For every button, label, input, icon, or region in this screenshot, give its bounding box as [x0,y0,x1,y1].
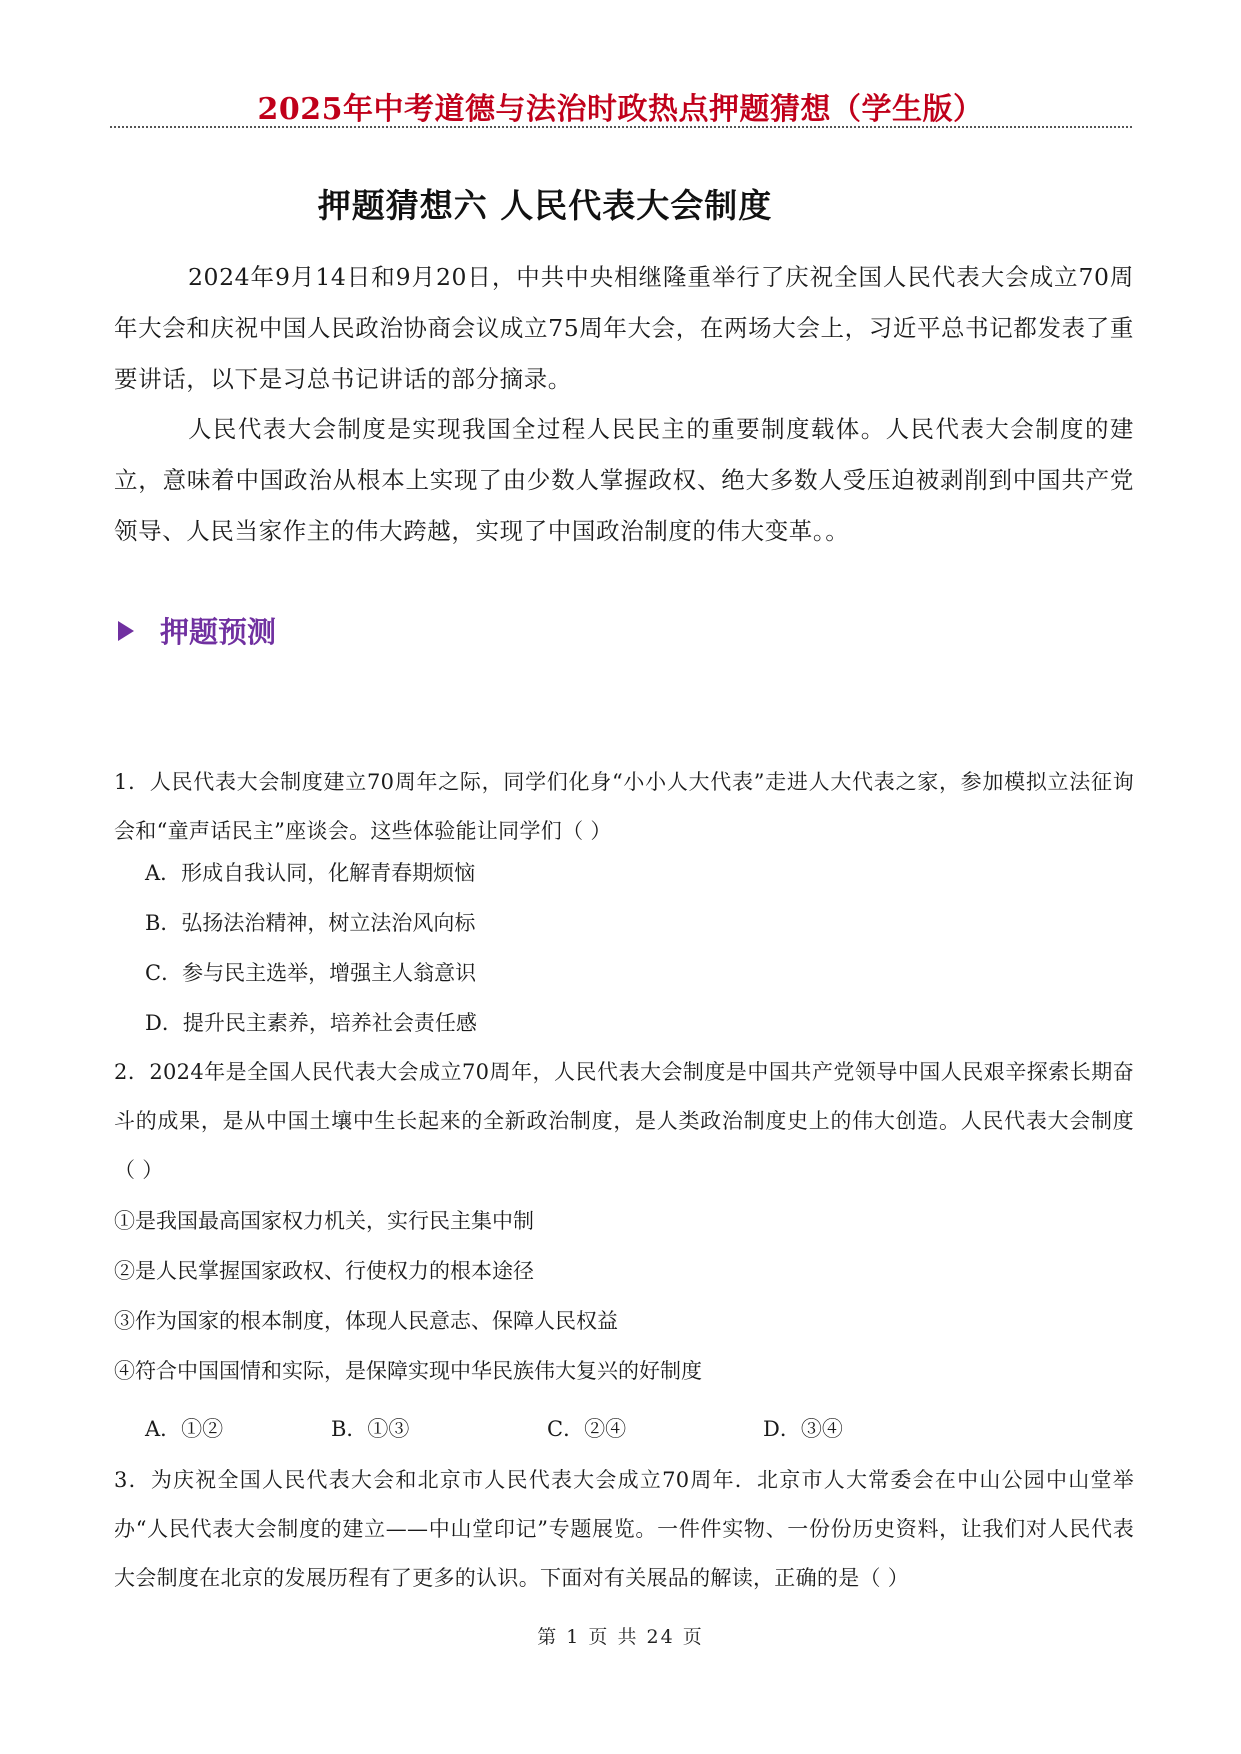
document-header-title: 2025年中考道德与法治时政热点押题猜想（学生版） [257,92,984,127]
question-2-statement-4: ④符合中国国情和实际，是保障实现中华民族伟大复兴的好制度 [114,1359,702,1383]
question-2-statement-2: ②是人民掌握国家政权、行使权力的根本途径 [114,1259,534,1283]
question-3-stem: 3．为庆祝全国人民代表大会和北京市人民代表大会成立70周年．北京市人大常委会在中山公园中山堂举办“人民代表大会制度的建立——中山堂印记”专题展览。一件件实物、一份份历史资料，让我们对人民代表大会制度在北京的发展历程有了更多的认识。下面对有关展品的解读，正确的是（ ） [114,1468,1134,1590]
question-2-options [145,1414,1045,1444]
question-2-statement-3: ③作为国家的根本制度，体现人民意志、保障人民权益 [114,1309,618,1333]
section-title: 押题猜想六 人民代表大会制度 [317,186,773,225]
page-footer: 第 1 页 共 24 页 [537,1626,704,1648]
question-1-option-a: A．形成自我认同，化解青春期烦恼 [145,861,476,885]
intro-paragraph-2: 人民代表大会制度是实现我国全过程人民民主的重要制度载体。人民代表大会制度的建立，意味着中国政治从根本上实现了由少数人掌握政权、绝大多数人受压迫被剥削到中国共产党领导、人民当家作主的伟大跨越，实现了中国政治制度的伟大变革。。 [114,415,1134,545]
question-2-option-d: D．③④ [763,1417,843,1441]
header-divider [110,126,1132,128]
question-2-option-a: A．①② [145,1417,224,1441]
prediction-heading-label: 押题预测 [160,615,277,649]
prediction-heading [118,610,276,651]
question-2-option-b: B．①③ [331,1417,410,1441]
question-2-option-c: C．②④ [547,1417,627,1441]
arrow-bullet-icon [118,621,134,641]
question-2-statement-1: ①是我国最高国家权力机关，实行民主集中制 [114,1209,534,1233]
question-1-option-c: C．参与民主选举，增强主人翁意识 [145,961,477,985]
intro-paragraph-1: 2024年9月14日和9月20日，中共中央相继隆重举行了庆祝全国人民代表大会成立70周年大会和庆祝中国人民政治协商会议成立75周年大会，在两场大会上，习近平总书记都发表了重要讲话，以下是习总书记讲话的部分摘录。 [114,263,1134,393]
question-1-option-d: D．提升民主素养，培养社会责任感 [145,1011,477,1035]
question-1-option-b: B．弘扬法治精神，树立法治风向标 [145,911,476,935]
question-2-stem: 2．2024年是全国人民代表大会成立70周年，人民代表大会制度是中国共产党领导中国人民艰辛探索长期奋斗的成果，是从中国土壤中生长起来的全新政治制度，是人类政治制度史上的伟大创造。人民代表大会制度（ ） [114,1060,1134,1182]
question-1-stem: 1．人民代表大会制度建立70周年之际，同学们化身“小小人大代表”走进人大代表之家，参加模拟立法征询会和“童声话民主”座谈会。这些体验能让同学们（ ） [114,770,1134,843]
